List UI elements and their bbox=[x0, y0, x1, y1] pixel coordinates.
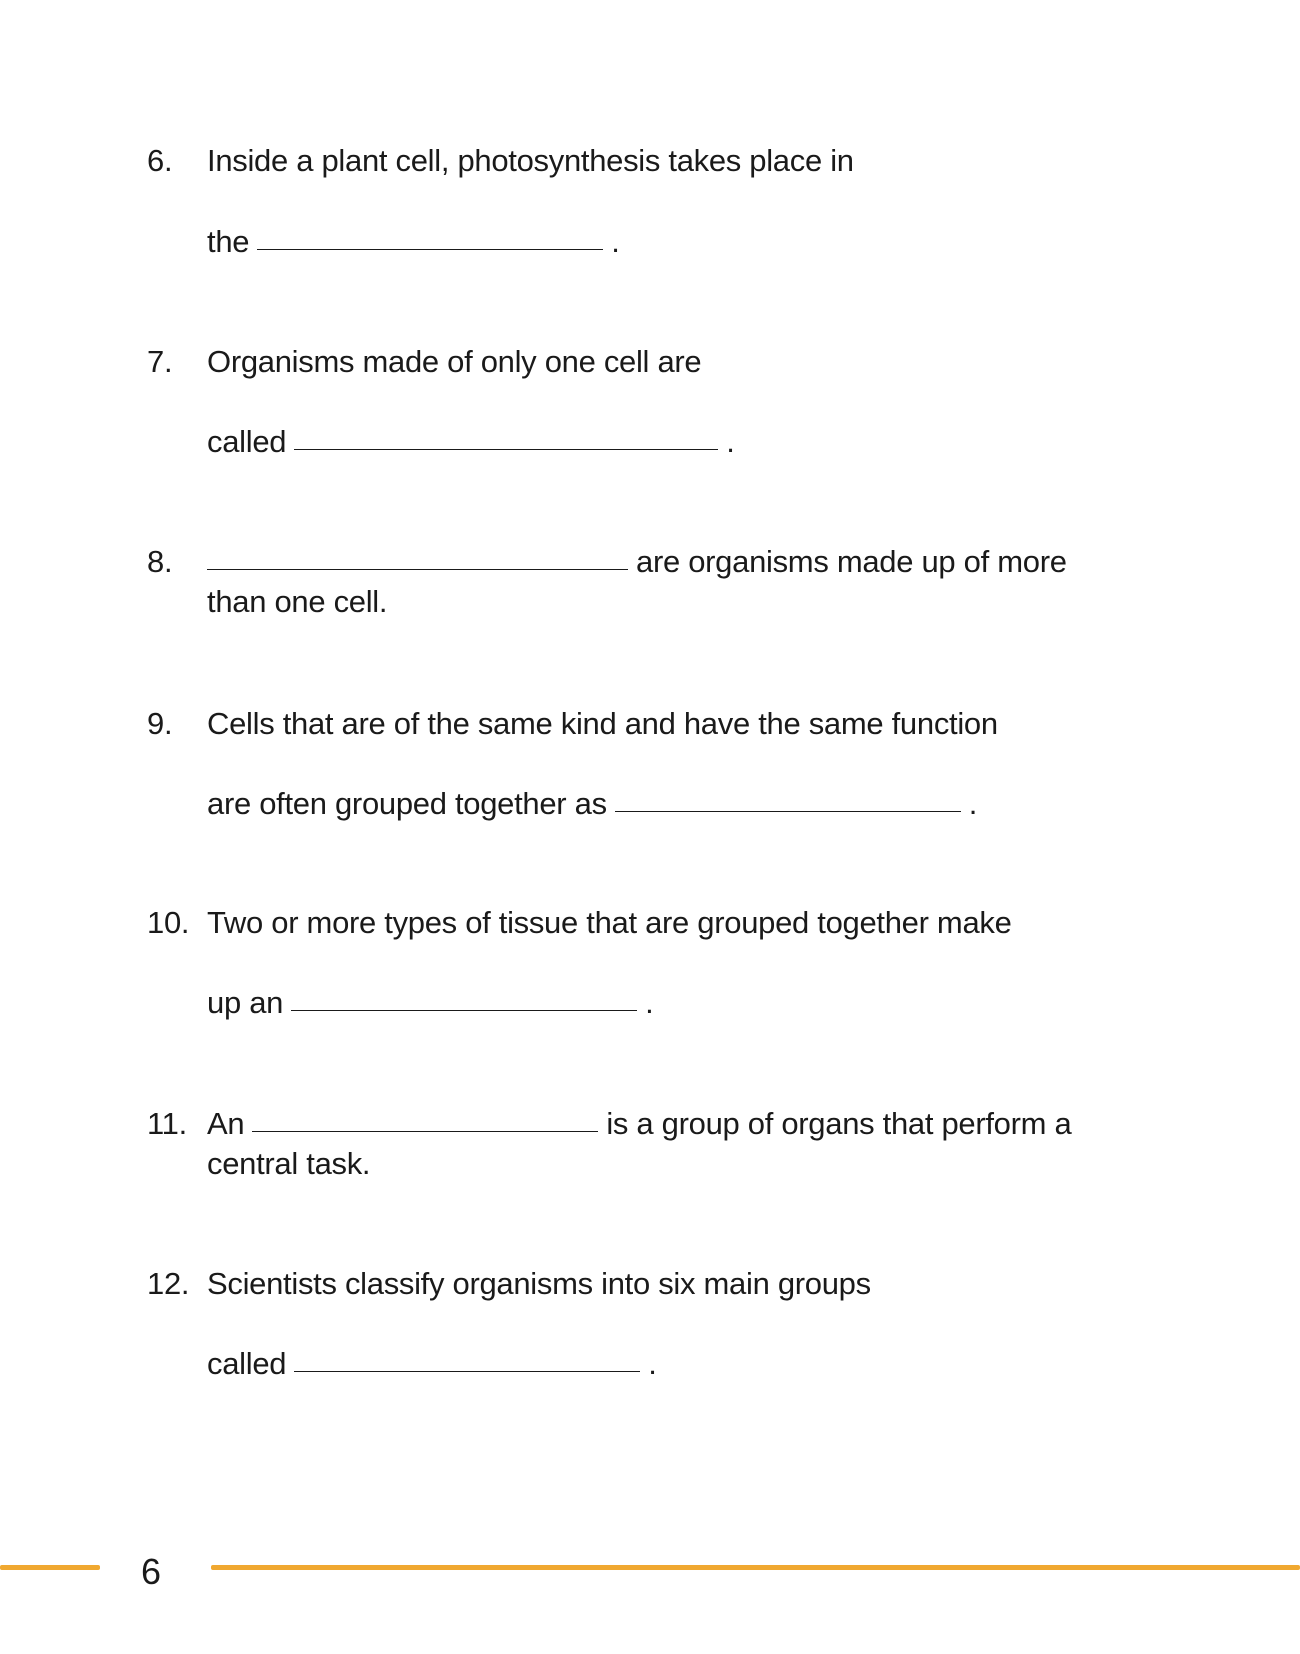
answer-blank[interactable] bbox=[257, 249, 603, 250]
question-text: is a group of organs that perform a bbox=[606, 1106, 1072, 1141]
question-number: 8. bbox=[147, 544, 173, 579]
punctuation: . bbox=[726, 424, 735, 459]
question-text: Inside a plant cell, photosynthesis takes place in bbox=[207, 143, 854, 178]
question-text: are organisms made up of more bbox=[636, 544, 1067, 579]
question-number: 12. bbox=[147, 1266, 190, 1301]
question-text: An bbox=[207, 1106, 245, 1141]
question-number: 10. bbox=[147, 905, 190, 940]
question-text: central task. bbox=[207, 1146, 371, 1181]
answer-blank[interactable] bbox=[291, 1010, 637, 1011]
answer-blank[interactable] bbox=[207, 569, 628, 570]
punctuation: . bbox=[968, 786, 978, 821]
question-text: up an bbox=[207, 985, 284, 1020]
question-number: 9. bbox=[147, 706, 173, 741]
question-text: called bbox=[207, 424, 287, 459]
question-number: 11. bbox=[147, 1106, 187, 1141]
punctuation: . bbox=[645, 985, 654, 1020]
question-text: are often grouped together as bbox=[207, 786, 607, 821]
footer-divider-left bbox=[0, 1565, 100, 1570]
question-text: than one cell. bbox=[207, 584, 388, 619]
answer-blank[interactable] bbox=[294, 1371, 640, 1372]
answer-blank[interactable] bbox=[615, 811, 961, 812]
question-text: the bbox=[207, 224, 250, 259]
question-text: Two or more types of tissue that are grouped together make bbox=[207, 905, 1012, 940]
answer-blank[interactable] bbox=[294, 449, 718, 450]
question-number: 6. bbox=[147, 143, 173, 178]
question-text: called bbox=[207, 1346, 287, 1381]
page-number: 6 bbox=[141, 1551, 162, 1592]
footer-divider-right bbox=[211, 1565, 1300, 1570]
question-text: Organisms made of only one cell are bbox=[207, 344, 702, 379]
question-number: 7. bbox=[147, 344, 173, 379]
punctuation: . bbox=[611, 224, 620, 259]
punctuation: . bbox=[648, 1346, 657, 1381]
answer-blank[interactable] bbox=[252, 1131, 598, 1132]
question-text: Cells that are of the same kind and have the same function bbox=[207, 706, 998, 741]
question-text: Scientists classify organisms into six main groups bbox=[207, 1266, 871, 1301]
